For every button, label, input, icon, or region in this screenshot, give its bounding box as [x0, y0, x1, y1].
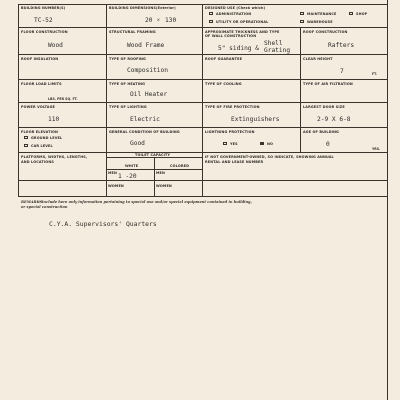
age-label: AGE OF BUILDING — [303, 130, 339, 134]
clear-height-label: CLEAR HEIGHT — [303, 57, 333, 61]
fire-protection-value[interactable]: Extinguishers — [231, 116, 280, 123]
remarks-text[interactable]: C.Y.A. Supervisors' Quarters — [49, 220, 157, 228]
condition-label: GENERAL CONDITION OF BUILDING — [109, 130, 180, 134]
row-divider — [18, 152, 388, 153]
lightning-yes-label: YES — [230, 142, 238, 146]
toilet-grid-line — [106, 157, 202, 158]
use-shop-label: SHOP — [356, 12, 368, 16]
wall-value-siding[interactable]: 5" siding & — [218, 45, 259, 52]
form-right-border — [387, 0, 388, 400]
row-divider — [18, 102, 388, 103]
toilet-colored-label: COLORED — [170, 164, 190, 168]
age-value[interactable]: 0 — [326, 141, 330, 148]
use-administration-label: ADMINISTRATION — [216, 12, 252, 16]
wall-construction-label-2: OF WALL CONSTRUCTION — [205, 34, 257, 38]
row-divider — [18, 180, 388, 181]
column-divider — [300, 27, 301, 152]
condition-value[interactable]: Good — [130, 140, 145, 147]
heating-value[interactable]: Oil Heater — [130, 91, 168, 98]
building-number-value[interactable]: TC-52 — [34, 17, 53, 24]
top-border — [18, 4, 388, 5]
door-size-value[interactable]: 2-9 X 6-8 — [317, 116, 351, 123]
column-divider — [106, 152, 107, 196]
checkbox-maintenance[interactable] — [300, 12, 304, 15]
lightning-protection-label: LIGHTNING PROTECTION — [205, 130, 255, 134]
dimensions-length[interactable]: 130 — [165, 17, 177, 24]
toilet-white-label: WHITE — [125, 164, 139, 168]
heating-label: TYPE OF HEATING — [109, 82, 146, 86]
roof-construction-label: ROOF CONSTRUCTION — [303, 30, 348, 34]
row-divider — [18, 79, 388, 80]
row-divider — [18, 196, 388, 197]
floor-construction-value[interactable]: Wood — [48, 42, 63, 49]
roofing-type-value[interactable]: Composition — [127, 67, 168, 74]
use-utility-label: UTILITY OR OPERATIONAL — [216, 20, 269, 24]
roof-guarantee-label: ROOF GUARANTEE — [205, 57, 243, 61]
checkbox-lightning-yes[interactable] — [223, 142, 227, 145]
row-divider — [18, 27, 388, 28]
structural-framing-label: STRUCTURAL FRAMING — [109, 30, 156, 34]
air-filtration-label: TYPE OF AIR FILTRATION — [303, 82, 353, 86]
dimensions-label: BUILDING DIMENSIONS(Exterior) — [109, 6, 176, 10]
floor-load-label: FLOOR LOAD LIMITS — [21, 82, 62, 86]
ownership-label-2: RENTAL AND LEASE NUMBER — [205, 160, 264, 164]
remarks-label: REMARKS — [21, 200, 43, 204]
floor-load-unit: LBS. PER SQ. FT. — [48, 97, 78, 101]
ground-level-label: GROUND LEVEL — [31, 136, 63, 140]
roof-insulation-label: ROOF INSULATION — [21, 57, 59, 61]
toilet-women-label-colored: WOMEN — [156, 184, 172, 188]
form-left-border — [18, 4, 19, 196]
column-divider — [106, 4, 107, 152]
toilet-men-label-colored: MEN — [156, 171, 165, 175]
platforms-label-2: AND LOCATIONS — [21, 160, 54, 164]
lighting-label: TYPE OF LIGHTING — [109, 105, 147, 109]
column-divider — [154, 157, 155, 196]
power-voltage-label: POWER VOLTAGE — [21, 105, 55, 109]
roof-construction-value[interactable]: Rafters — [328, 42, 355, 49]
use-maintenance-label: MAINTENANCE — [307, 12, 337, 16]
clear-height-value[interactable]: 7 — [340, 68, 344, 75]
door-size-label: LARGEST DOOR SIZE — [303, 105, 345, 109]
floor-elevation-label: FLOOR ELEVATION — [21, 130, 59, 134]
clear-height-unit: FT. — [372, 72, 378, 76]
power-voltage-value[interactable]: 110 — [48, 116, 60, 123]
dimensions-x: x — [157, 18, 160, 23]
lighting-value[interactable]: Electric — [130, 116, 160, 123]
lightning-no-checkmark — [261, 142, 264, 145]
wall-value-shell[interactable]: Shell — [264, 40, 283, 47]
column-divider — [202, 4, 203, 196]
toilet-men-label-white: MEN — [108, 171, 117, 175]
checkbox-car-level[interactable] — [24, 144, 28, 147]
car-level-label: CAR LEVEL — [31, 144, 53, 148]
row-divider — [18, 54, 388, 55]
toilet-capacity-label: TOILET CAPACITY — [135, 153, 171, 157]
age-unit: YRS. — [372, 147, 381, 151]
checkbox-utility[interactable] — [209, 20, 213, 23]
designed-use-label: DESIGNED USE (Check which) — [205, 6, 266, 10]
remarks-instruction-1: - Include here only information pertaining to special use and/or special equipment contained in building, — [39, 200, 252, 204]
checkbox-shop[interactable] — [349, 12, 353, 15]
wall-construction-label-1: APPROXIMATE THICKNESS AND TYPE — [205, 30, 280, 34]
fire-protection-label: TYPE OF FIRE PROTECTION — [205, 105, 260, 109]
platforms-label-1: PLATFORMS, WIDTHS, LENGTHS, — [21, 155, 88, 159]
toilet-women-label-white: WOMEN — [108, 184, 124, 188]
lightning-no-label: NO — [267, 142, 274, 146]
building-number-label: BUILDING NUMBER(S) — [21, 6, 66, 10]
roofing-type-label: TYPE OF ROOFING — [109, 57, 146, 61]
row-divider — [18, 127, 388, 128]
checkbox-administration[interactable] — [209, 12, 213, 15]
structural-framing-value[interactable]: Wood Frame — [127, 42, 165, 49]
floor-construction-label: FLOOR CONSTRUCTION — [21, 30, 68, 34]
checkbox-warehouse[interactable] — [300, 20, 304, 23]
remarks-instruction-2: or special construction — [21, 205, 68, 209]
ownership-label-1: IF NOT GOVERNMENT-OWNED, SO INDICATE, SHOWING ANNUAL — [205, 155, 334, 159]
toilet-grid-line — [106, 169, 202, 170]
toilet-grid-line — [106, 180, 202, 181]
cooling-label: TYPE OF COOLING — [205, 82, 242, 86]
checkbox-ground-level[interactable] — [24, 136, 28, 139]
wall-value-grating[interactable]: Grating — [264, 47, 291, 54]
toilet-men-white-value[interactable]: 1 -20 — [118, 173, 137, 180]
dimensions-width[interactable]: 20 — [145, 17, 153, 24]
use-warehouse-label: WAREHOUSE — [307, 20, 333, 24]
